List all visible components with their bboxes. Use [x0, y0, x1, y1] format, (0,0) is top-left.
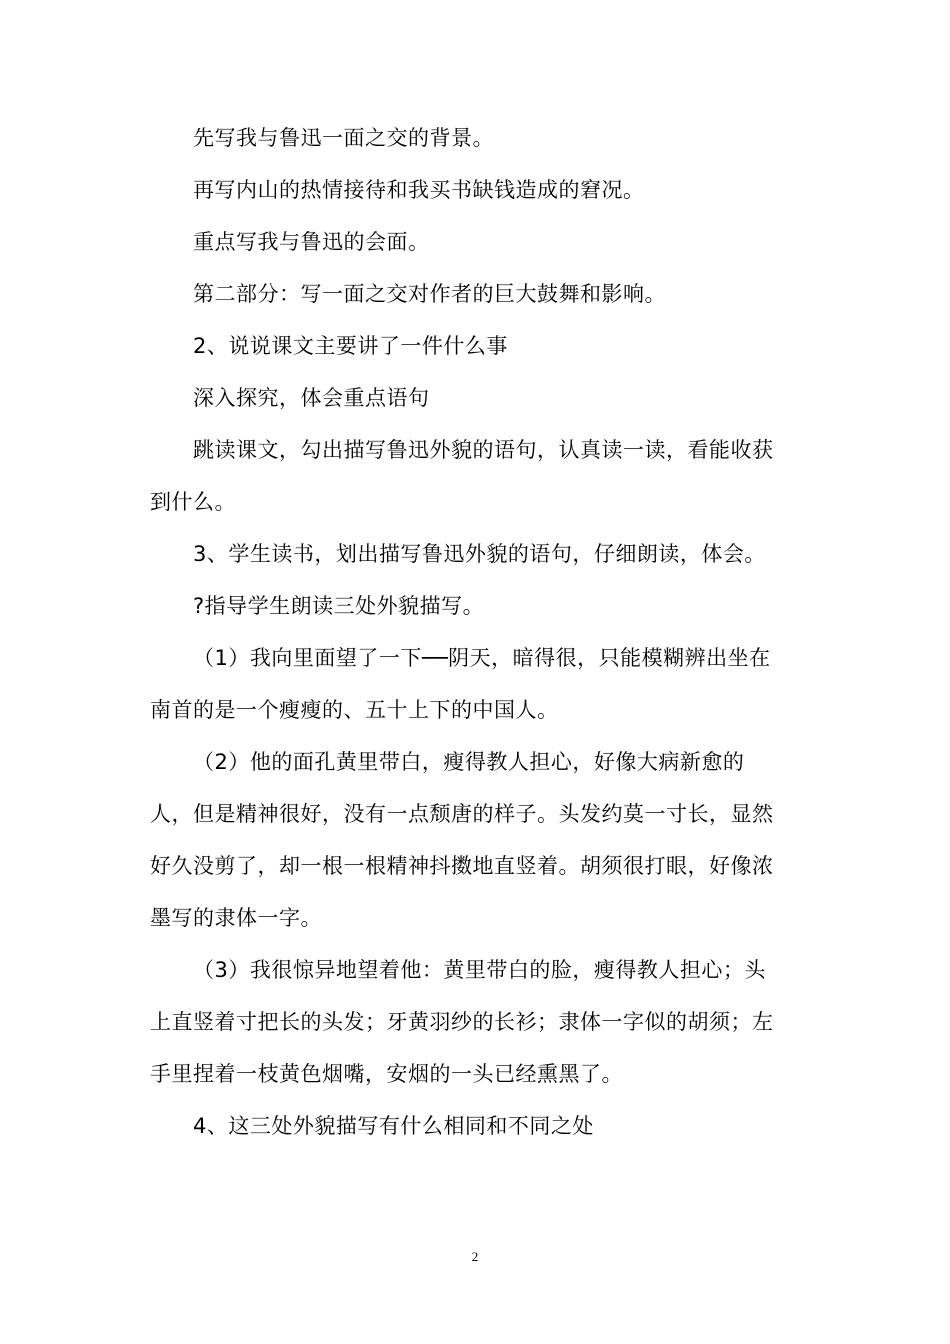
section-heading: 2、说说课文主要讲了一件什么事: [193, 334, 508, 358]
page-number: 2: [471, 1249, 479, 1264]
text-line: 跳读课文，勾出描写鲁迅外貌的语句，认真读一读，看能收获: [193, 438, 774, 462]
quote-line: 南首的是一个瘦瘦的、五十上下的中国人。: [150, 698, 559, 722]
text-line: ?指导学生朗读三处外貌描写。: [193, 594, 485, 618]
quote-line: （2）他的面孔黄里带白，瘦得教人担心，好像大病新愈的: [193, 750, 745, 774]
text-line: 第二部分：写一面之交对作者的巨大鼓舞和影响。: [193, 282, 666, 306]
quote-line: 好久没剪了，却一根一根精神抖擞地直竖着。胡须很打眼，好像浓: [150, 854, 774, 878]
section-heading: 4、这三处外貌描写有什么相同和不同之处: [193, 1114, 594, 1138]
text-line: 到什么。: [150, 490, 236, 514]
text-line: 深入探究，体会重点语句: [193, 386, 430, 410]
text-line: 重点写我与鲁迅的会面。: [193, 230, 430, 254]
text-line: 再写内山的热情接待和我买书缺钱造成的窘况。: [193, 178, 645, 202]
text-line: 先写我与鲁迅一面之交的背景。: [193, 126, 494, 150]
quote-line: （1）我向里面望了一下──阴天，暗得很，只能模糊辨出坐在: [193, 646, 771, 670]
quote-line: 上直竖着寸把长的头发；牙黄羽纱的长衫；隶体一字似的胡须；左: [150, 1010, 774, 1034]
quote-line: （3）我很惊异地望着他：黄里带白的脸，瘦得教人担心；头: [193, 958, 766, 982]
quote-line: 手里捏着一枝黄色烟嘴，安烟的一头已经熏黑了。: [150, 1062, 623, 1086]
quote-line: 墨写的隶体一字。: [150, 906, 322, 930]
section-heading: 3、学生读书，划出描写鲁迅外貌的语句，仔细朗读，体会。: [193, 542, 766, 566]
quote-line: 人，但是精神很好，没有一点颓唐的样子。头发约莫一寸长，显然: [150, 802, 774, 826]
